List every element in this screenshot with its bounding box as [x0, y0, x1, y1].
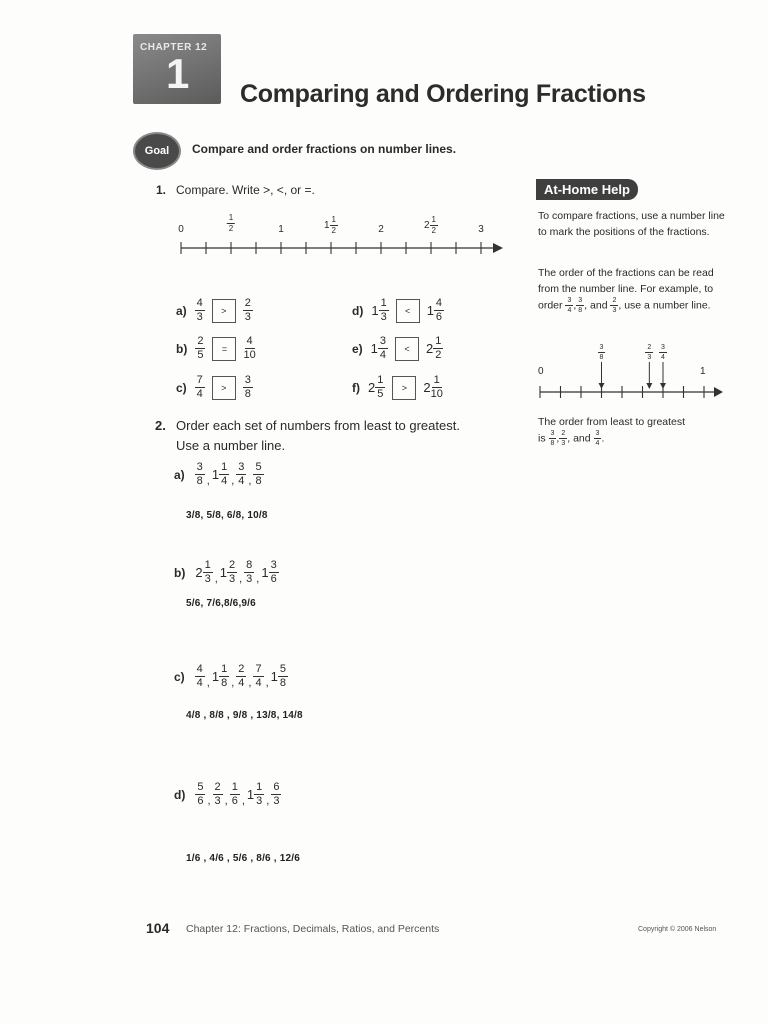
numerator: 5	[255, 461, 262, 473]
set-term	[195, 560, 212, 585]
comma: ,	[224, 795, 228, 807]
denominator: 2	[435, 349, 442, 361]
answer-box[interactable]: >	[392, 376, 416, 400]
fraction	[243, 298, 253, 323]
denominator: 3	[273, 795, 280, 807]
q2-number: 2.	[155, 418, 166, 433]
item-label: a)	[176, 303, 187, 318]
denominator: 8	[196, 475, 203, 487]
whole-number: 2	[195, 565, 203, 580]
numerator: 3	[244, 374, 251, 386]
compare-item	[176, 375, 253, 400]
fraction	[195, 462, 205, 487]
chapter-label: CHAPTER 12	[140, 42, 208, 53]
numerator: 7	[255, 663, 262, 675]
set-term	[230, 782, 240, 807]
numerator: 1	[331, 215, 337, 224]
denominator: 3	[256, 795, 263, 807]
whole-number: 1	[278, 224, 284, 236]
whole-number: 1	[261, 565, 269, 580]
denominator: 4	[255, 677, 262, 689]
right-fraction	[427, 298, 444, 323]
help-paragraph-3: The order from least to greatest is $\frac{3}{8}$ , $\frac{2}{3}$ , and $\frac{3}{4}$ .	[538, 416, 686, 447]
help-p2-text: The order of the fractions can be read from the number line. For example, to order	[538, 267, 714, 312]
number-line-label	[424, 216, 438, 235]
comma: ,	[231, 475, 235, 487]
number-line-label	[378, 224, 384, 235]
numerator: 2	[214, 781, 221, 793]
denominator: 3	[228, 573, 236, 585]
marker-arrow-head	[660, 383, 666, 389]
marker-arrow-head	[646, 383, 652, 389]
q1-prompt: Compare. Write >, <, or =.	[176, 183, 315, 197]
fraction	[195, 336, 205, 361]
fraction	[645, 344, 653, 361]
denominator: 4	[595, 440, 600, 447]
item-label: f)	[352, 380, 360, 395]
denominator: 5	[197, 349, 204, 361]
whole-number: 1	[246, 787, 255, 802]
comma: ,	[266, 795, 270, 807]
set-term	[271, 664, 288, 689]
set-term	[244, 560, 254, 585]
numerator: 4	[196, 663, 203, 675]
numerator: 5	[279, 663, 287, 675]
numerator: 3	[550, 430, 555, 437]
marker-label	[645, 344, 653, 362]
handwritten-answer: 5/6, 7/6,8/6,9/6	[186, 598, 256, 609]
item-label: b)	[176, 341, 188, 356]
whole-number: 2	[426, 341, 434, 356]
fraction	[430, 216, 438, 235]
help-p2-fractions	[565, 297, 588, 314]
numerator: 6	[273, 781, 280, 793]
numerator: 1	[228, 213, 234, 222]
set-term	[212, 664, 229, 689]
denominator: 8	[578, 307, 583, 314]
fraction	[203, 560, 213, 585]
fraction	[195, 664, 205, 689]
help-paragraph-2	[538, 265, 733, 314]
help-number-line	[536, 342, 726, 404]
whole-number: 1	[211, 467, 220, 482]
left-fraction	[195, 298, 205, 323]
marker-label	[659, 344, 667, 362]
numerator: 8	[246, 559, 253, 571]
fraction	[576, 297, 584, 314]
comma: ,	[241, 795, 245, 807]
fraction	[219, 462, 229, 487]
numerator: 3	[595, 430, 600, 437]
numerator: 2	[228, 559, 236, 571]
set-term	[253, 462, 263, 487]
answer-box[interactable]: =	[212, 337, 236, 361]
left-fraction	[371, 336, 388, 361]
denominator: 6	[231, 795, 238, 807]
help-line-start: 0	[538, 366, 544, 377]
fraction	[219, 664, 229, 689]
fraction	[243, 375, 253, 400]
comma: ,	[207, 795, 211, 807]
left-fraction	[371, 298, 388, 323]
compare-item	[176, 336, 256, 361]
numerator: 2	[612, 297, 617, 304]
order-set	[174, 664, 288, 689]
set-term	[253, 664, 263, 689]
right-fraction	[243, 375, 253, 400]
q1-number-line	[175, 236, 505, 262]
numerator: 3	[379, 335, 387, 347]
compare-item	[352, 298, 444, 323]
right-fraction	[243, 336, 255, 361]
fraction	[213, 782, 223, 807]
denominator: 3	[204, 573, 211, 585]
denominator: 3	[380, 311, 387, 323]
help-paragraph-1: To compare fractions, use a number line to mark the positions of the fractions.	[538, 210, 725, 238]
fraction	[236, 664, 246, 689]
inline-fraction	[576, 297, 584, 314]
fraction	[330, 216, 338, 235]
goal-badge	[133, 132, 181, 170]
fraction	[230, 782, 240, 807]
help-p2-end: , use a number line.	[618, 299, 711, 312]
whole-number: 0	[178, 224, 184, 236]
denominator: 2	[228, 224, 234, 233]
numerator: 4	[435, 297, 443, 309]
whole-number: 1	[323, 220, 330, 231]
numerator: 1	[221, 461, 228, 473]
help-p3-is: is	[538, 432, 546, 445]
fraction	[598, 344, 606, 361]
handwritten-answer: 3/8, 5/8, 6/8, 10/8	[186, 510, 268, 521]
fraction	[378, 336, 388, 361]
fraction	[278, 664, 288, 689]
denominator: 5	[377, 388, 384, 400]
set-term	[236, 462, 246, 487]
set-term	[195, 782, 205, 807]
set-term	[195, 664, 205, 689]
denominator: 4	[661, 354, 665, 362]
whole-number: 2	[423, 220, 430, 231]
denominator: 3	[214, 795, 221, 807]
set-term	[261, 560, 278, 585]
whole-number: 1	[371, 303, 379, 318]
numerator: 5	[197, 781, 204, 793]
fraction	[253, 462, 263, 487]
left-fraction	[195, 375, 205, 400]
denominator: 4	[221, 475, 228, 487]
whole-number: 2	[368, 380, 376, 395]
set-term	[195, 462, 205, 487]
denominator: 3	[561, 440, 566, 447]
help-heading-text: At-Home Help	[544, 182, 630, 197]
goal-badge-text: Goal	[144, 145, 170, 157]
fraction	[594, 430, 602, 447]
part-label: b)	[174, 565, 186, 580]
comma: ,	[265, 677, 269, 689]
numerator: 3	[567, 297, 572, 304]
comma: ,	[556, 432, 560, 445]
answer-box[interactable]: >	[212, 376, 236, 400]
denominator: 2	[331, 226, 337, 235]
denominator: 8	[550, 440, 555, 447]
fraction	[659, 344, 667, 361]
number-line-label	[478, 224, 484, 235]
fraction	[236, 462, 246, 487]
denominator: 4	[196, 677, 203, 689]
help-heading	[536, 179, 638, 200]
whole-number: 1	[270, 669, 278, 684]
comma: ,	[206, 677, 210, 689]
fraction	[195, 298, 205, 323]
denominator: 8	[599, 354, 604, 362]
handwritten-answer: 4/8 , 8/8 , 9/8 , 13/8, 14/8	[186, 710, 303, 721]
whole-number: 1	[211, 669, 220, 684]
fraction	[375, 375, 385, 400]
numerator: 1	[435, 335, 442, 347]
whole-number: 1	[426, 303, 434, 318]
denominator: 8	[255, 475, 262, 487]
denominator: 6	[435, 311, 443, 323]
denominator: 3	[244, 311, 251, 323]
part-label: d)	[174, 787, 186, 802]
fraction	[244, 560, 254, 585]
comma: ,	[231, 677, 235, 689]
answer-box[interactable]: >	[212, 299, 236, 323]
numerator: 7	[196, 374, 203, 386]
denominator: 10	[430, 388, 443, 400]
numerator: 3	[270, 559, 277, 571]
part-label: a)	[174, 467, 185, 482]
help-p3-last-fraction	[594, 430, 602, 447]
denominator: 2	[431, 226, 437, 235]
whole-number: 3	[478, 224, 484, 236]
set-term	[247, 782, 264, 807]
help-line-end: 1	[700, 366, 706, 377]
set-term	[212, 462, 229, 487]
numerator: 1	[221, 663, 228, 675]
help-p3-and: , and	[567, 432, 591, 445]
part-label: c)	[174, 669, 185, 684]
handwritten-answer: 1/6 , 4/6 , 5/6 , 8/6 , 12/6	[186, 853, 301, 864]
marker-arrow-head	[599, 383, 605, 389]
numerator: 1	[380, 297, 387, 309]
denominator: 4	[238, 677, 245, 689]
help-p3-fractions	[549, 430, 568, 447]
answer-box[interactable]: <	[395, 337, 419, 361]
comma: ,	[239, 573, 243, 585]
whole-number: 2	[423, 380, 431, 395]
right-fraction	[423, 375, 442, 400]
set-term	[271, 782, 281, 807]
lesson-number: 1	[166, 50, 190, 97]
denominator: 8	[244, 388, 251, 400]
denominator: 6	[270, 573, 277, 585]
compare-item	[352, 336, 443, 361]
compare-item	[352, 375, 443, 400]
compare-item	[176, 298, 253, 323]
comma: ,	[584, 299, 588, 312]
q1-number: 1.	[156, 183, 167, 197]
whole-number: 1	[370, 341, 378, 356]
fraction	[227, 560, 237, 585]
fraction	[379, 298, 389, 323]
numerator: 1	[256, 781, 263, 793]
comma: ,	[206, 475, 210, 487]
denominator: 8	[279, 677, 287, 689]
denominator: 4	[567, 307, 572, 314]
order-set	[174, 462, 264, 487]
arrow-head	[493, 243, 503, 253]
right-fraction	[243, 298, 253, 323]
numerator: 4	[246, 335, 253, 347]
denominator: 3	[246, 573, 253, 585]
numerator: 2	[197, 335, 204, 347]
fraction	[431, 375, 443, 400]
fraction	[253, 664, 263, 689]
left-fraction	[368, 375, 385, 400]
numerator: 4	[196, 297, 203, 309]
footer-chapter: Chapter 12: Fractions, Decimals, Ratios, and Percents	[186, 923, 440, 935]
numerator: 1	[433, 374, 440, 386]
numerator: 3	[578, 297, 583, 304]
number-line-label	[278, 224, 284, 235]
whole-number: 1	[219, 565, 227, 580]
number-line-label	[227, 214, 235, 233]
fraction	[243, 336, 255, 361]
help-p3-text: The order from least to greatest	[538, 416, 686, 428]
comma: ,	[256, 573, 260, 585]
comma: ,	[573, 299, 577, 312]
number-line-label	[324, 216, 338, 235]
left-fraction	[195, 336, 205, 361]
fraction	[433, 336, 443, 361]
page-title: Comparing and Ordering Fractions	[240, 80, 646, 108]
whole-number: 2	[378, 224, 384, 236]
numerator: 2	[244, 297, 251, 309]
right-fraction	[426, 336, 443, 361]
denominator: 10	[243, 349, 256, 361]
answer-box[interactable]: <	[396, 299, 420, 323]
item-label: c)	[176, 380, 187, 395]
numerator: 2	[561, 430, 566, 437]
set-term	[213, 782, 223, 807]
denominator: 4	[379, 349, 387, 361]
numerator: 1	[377, 374, 384, 386]
fraction	[254, 782, 264, 807]
order-set	[174, 782, 281, 807]
fraction	[271, 782, 281, 807]
fraction	[227, 214, 235, 233]
denominator: 4	[238, 475, 245, 487]
page-number: 104	[146, 920, 170, 936]
denominator: 3	[196, 311, 203, 323]
set-term	[236, 664, 246, 689]
fraction	[269, 560, 279, 585]
denominator: 3	[612, 307, 617, 314]
footer-copyright: Copyright © 2006 Nelson	[638, 926, 717, 933]
fraction	[195, 375, 205, 400]
comma: ,	[214, 573, 218, 585]
inline-fraction	[594, 430, 602, 447]
help-p2-and: and	[590, 299, 608, 312]
fraction	[434, 298, 444, 323]
order-set	[174, 560, 279, 585]
numerator: 2	[238, 663, 245, 675]
numerator: 3	[196, 461, 203, 473]
numerator: 1	[231, 781, 238, 793]
numerator: 1	[204, 559, 211, 571]
q2-prompt-line1: Order each set of numbers from least to greatest.	[176, 418, 460, 433]
denominator: 4	[196, 388, 203, 400]
marker-label	[598, 344, 606, 362]
item-label: e)	[352, 341, 363, 356]
comma: ,	[248, 677, 252, 689]
numerator: 3	[599, 344, 604, 352]
numerator: 2	[647, 344, 652, 352]
numerator: 1	[431, 215, 437, 224]
arrow-head	[714, 387, 723, 397]
set-term	[220, 560, 237, 585]
numerator: 3	[238, 461, 245, 473]
fraction	[195, 782, 205, 807]
q2-prompt-line2: Use a number line.	[176, 438, 286, 453]
denominator: 6	[197, 795, 204, 807]
denominator: 8	[221, 677, 228, 689]
item-label: d)	[352, 303, 364, 318]
numerator: 3	[661, 344, 665, 352]
number-line-label	[178, 224, 184, 235]
comma: ,	[248, 475, 252, 487]
goal-text: Compare and order fractions on number lines.	[192, 142, 457, 156]
denominator: 3	[647, 354, 652, 362]
